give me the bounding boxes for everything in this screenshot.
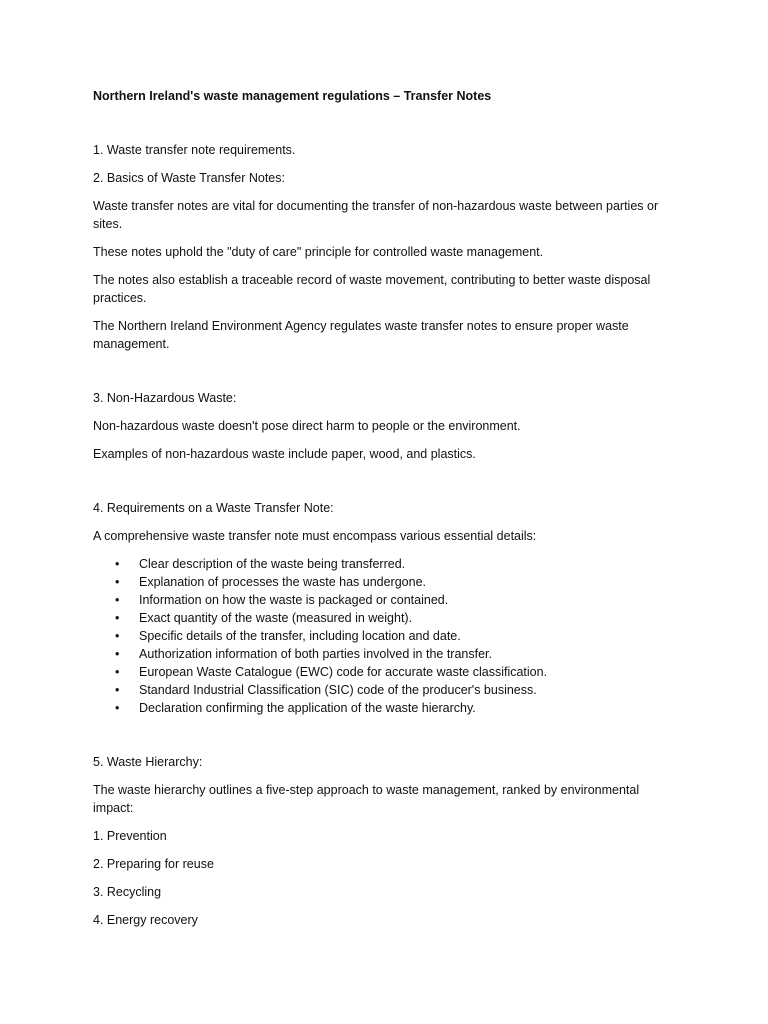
- document-page: [93, 87, 673, 939]
- list-item-text: Exact quantity of the waste (measured in weight).: [139, 611, 413, 625]
- list-item-text: Explanation of processes the waste has undergone.: [139, 575, 426, 589]
- paragraph: Waste transfer notes are vital for documenting the transfer of non-hazardous waste between parties or sites.: [93, 199, 659, 231]
- list-item: [93, 591, 673, 609]
- section-5-heading: 5. Waste Hierarchy:: [93, 755, 203, 769]
- list-item-text: Information on how the waste is packaged or contained.: [139, 593, 449, 607]
- list-item-text: Clear description of the waste being transferred.: [139, 557, 406, 571]
- list-item: [93, 699, 673, 717]
- list-item: [93, 627, 673, 645]
- document-title: Northern Ireland's waste management regulations – Transfer Notes: [93, 89, 492, 103]
- section-2-heading: 2. Basics of Waste Transfer Notes:: [93, 171, 285, 185]
- bullet-icon: •: [115, 647, 120, 661]
- bullet-icon: •: [115, 701, 120, 715]
- list-item: [93, 645, 673, 663]
- paragraph: The notes also establish a traceable record of waste movement, contributing to better waste disposal practices.: [93, 273, 651, 305]
- requirements-list: [93, 555, 673, 717]
- section-3-heading: 3. Non-Hazardous Waste:: [93, 391, 237, 405]
- bullet-icon: •: [115, 593, 120, 607]
- section-4-intro: A comprehensive waste transfer note must encompass various essential details:: [93, 529, 537, 543]
- list-item: 4. Energy recovery: [93, 913, 198, 927]
- bullet-icon: •: [115, 611, 120, 625]
- list-item: [93, 663, 673, 681]
- section-5-intro: The waste hierarchy outlines a five-step approach to waste management, ranked by environmental impact:: [93, 783, 640, 815]
- list-item-text: Declaration confirming the application of the waste hierarchy.: [139, 701, 476, 715]
- bullet-icon: •: [115, 575, 120, 589]
- bullet-icon: •: [115, 629, 120, 643]
- list-item: [93, 555, 673, 573]
- list-item-text: Standard Industrial Classification (SIC) code of the producer's business.: [139, 683, 537, 697]
- section-4-heading: 4. Requirements on a Waste Transfer Note:: [93, 501, 334, 515]
- paragraph: Non-hazardous waste doesn't pose direct harm to people or the environment.: [93, 419, 521, 433]
- section-1-heading: 1. Waste transfer note requirements.: [93, 143, 296, 157]
- bullet-icon: •: [115, 665, 120, 679]
- list-item: [93, 573, 673, 591]
- list-item: [93, 609, 673, 627]
- bullet-icon: •: [115, 683, 120, 697]
- section-spacer: [93, 363, 673, 389]
- list-item-text: Authorization information of both parties involved in the transfer.: [139, 647, 492, 661]
- paragraph: These notes uphold the "duty of care" principle for controlled waste management.: [93, 245, 544, 259]
- list-item-text: Specific details of the transfer, including location and date.: [139, 629, 461, 643]
- list-item: 2. Preparing for reuse: [93, 857, 214, 871]
- paragraph: Examples of non-hazardous waste include paper, wood, and plastics.: [93, 447, 476, 461]
- bullet-icon: •: [115, 557, 120, 571]
- list-item: 1. Prevention: [93, 829, 167, 843]
- list-item: [93, 681, 673, 699]
- list-item-text: European Waste Catalogue (EWC) code for accurate waste classification.: [139, 665, 548, 679]
- paragraph: The Northern Ireland Environment Agency regulates waste transfer notes to ensure proper waste management.: [93, 319, 629, 351]
- hierarchy-steps: [93, 827, 673, 929]
- section-spacer: [93, 727, 673, 753]
- list-item: 3. Recycling: [93, 885, 162, 899]
- section-spacer: [93, 473, 673, 499]
